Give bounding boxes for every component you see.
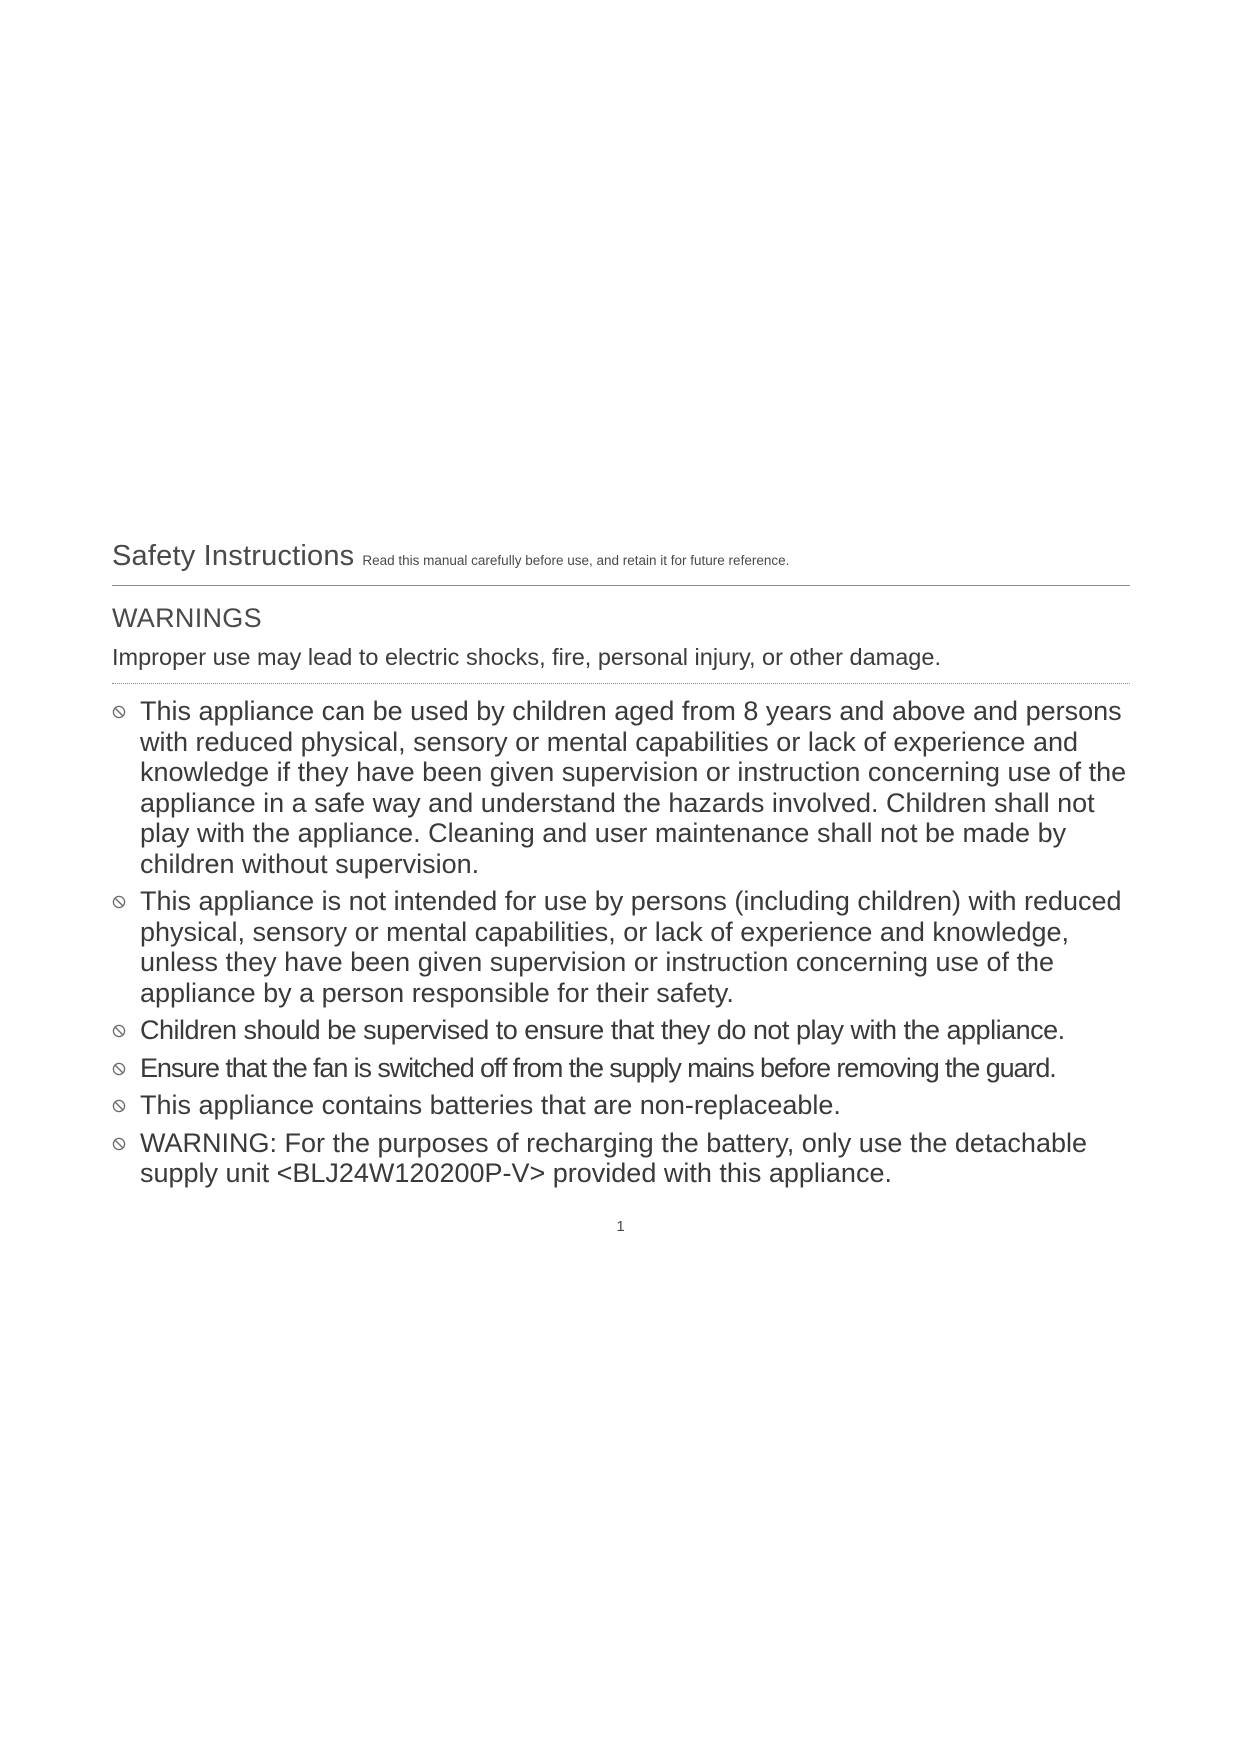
warnings-lead: Improper use may lead to electric shocks, fire, personal injury, or other damage. [112, 644, 941, 670]
warning-text: WARNING: For the purposes of recharging the battery, only use the detachable supply unit <BLJ24W120200P-V> provided with this appliance. [140, 1127, 1087, 1188]
page-subtitle: Read this manual carefully before use, and retain it for future reference. [362, 553, 790, 568]
header-divider [112, 585, 1130, 586]
warning-text: This appliance contains batteries that are non-replaceable. [140, 1090, 841, 1120]
page-number: 1 [616, 1218, 625, 1235]
warning-list [112, 696, 1136, 1189]
list-item [112, 886, 1136, 1008]
prohibited-icon [112, 705, 126, 719]
safety-instructions-section [112, 540, 1136, 1196]
warning-text: Ensure that the fan is switched off from the supply mains before removing the guard. [140, 1052, 1056, 1083]
prohibited-icon [112, 1099, 126, 1113]
prohibited-icon [112, 1137, 126, 1151]
list-item [112, 1128, 1136, 1189]
warning-text: This appliance is not intended for use by persons (including children) with reduced physical, sensory or mental capabilities, or lack of experience and knowledge, unless they have been given supervision or instruction concerning use of the appliance by a person responsible for their safety. [140, 886, 1122, 1008]
section-header [112, 540, 1136, 573]
prohibited-icon [112, 1062, 126, 1076]
page-title: Safety Instructions [112, 540, 355, 572]
warning-text: Children should be supervised to ensure that they do not play with the appliance. [140, 1015, 1065, 1045]
list-item [112, 1015, 1136, 1046]
prohibited-icon [112, 895, 126, 909]
list-item [112, 696, 1136, 879]
warnings-heading: WARNINGS [112, 603, 262, 633]
list-item [112, 1053, 1136, 1084]
warning-text: This appliance can be used by children aged from 8 years and above and persons with reduced physical, sensory or mental capabilities or lack of experience and knowledge if they have been given supervision or instruction concerning use of the appliance in a safe way and understand the hazards involved. Children shall not play with the appliance. Cleaning and user maintenance shall not be made by children without supervision. [140, 696, 1127, 879]
warnings-divider [112, 683, 1130, 684]
list-item [112, 1090, 1136, 1121]
prohibited-icon [112, 1024, 126, 1038]
